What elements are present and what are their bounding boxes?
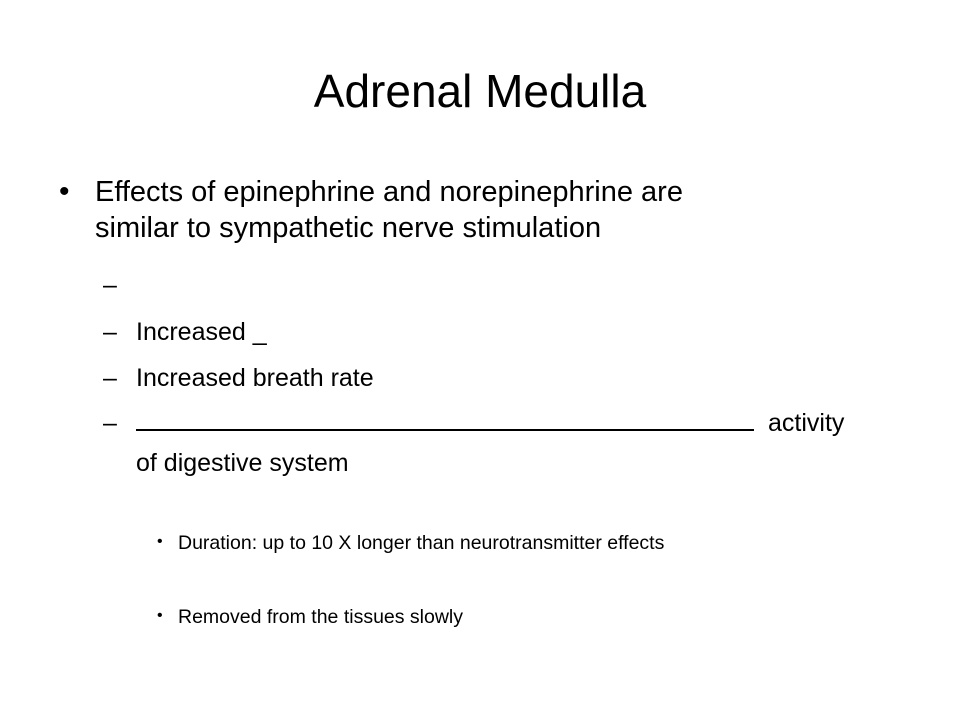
- bullet-dot: •: [59, 175, 70, 208]
- slide-title: Adrenal Medulla: [313, 65, 647, 117]
- fill-in-blank-line: [136, 409, 754, 431]
- main-bullet-line-2: similar to sympathetic nerve stimulation: [95, 212, 602, 244]
- sub-item-4-line-1: [136, 408, 844, 438]
- sub-item-dash-2: –: [103, 318, 117, 346]
- sub-item-3-text: Increased breath rate: [136, 364, 374, 392]
- sub-item-dash-1: –: [103, 271, 117, 299]
- sub-item-4-suffix: activity: [768, 409, 845, 437]
- sub-item-4-line-2: of digestive system: [136, 449, 349, 477]
- third-level-item-1: Duration: up to 10 X longer than neurotransmitter effects: [178, 532, 665, 554]
- main-bullet-text: [95, 174, 885, 246]
- sub-item-dash-3: –: [103, 364, 117, 392]
- third-level-item-2: Removed from the tissues slowly: [178, 606, 464, 628]
- main-bullet-line-1: Effects of epinephrine and norepinephrine are: [95, 176, 683, 208]
- sub-item-2-text: Increased _: [136, 318, 267, 346]
- third-level-bullet-dot-2: •: [157, 607, 163, 624]
- sub-item-dash-4: –: [103, 409, 117, 437]
- third-level-bullet-dot-1: •: [157, 533, 163, 550]
